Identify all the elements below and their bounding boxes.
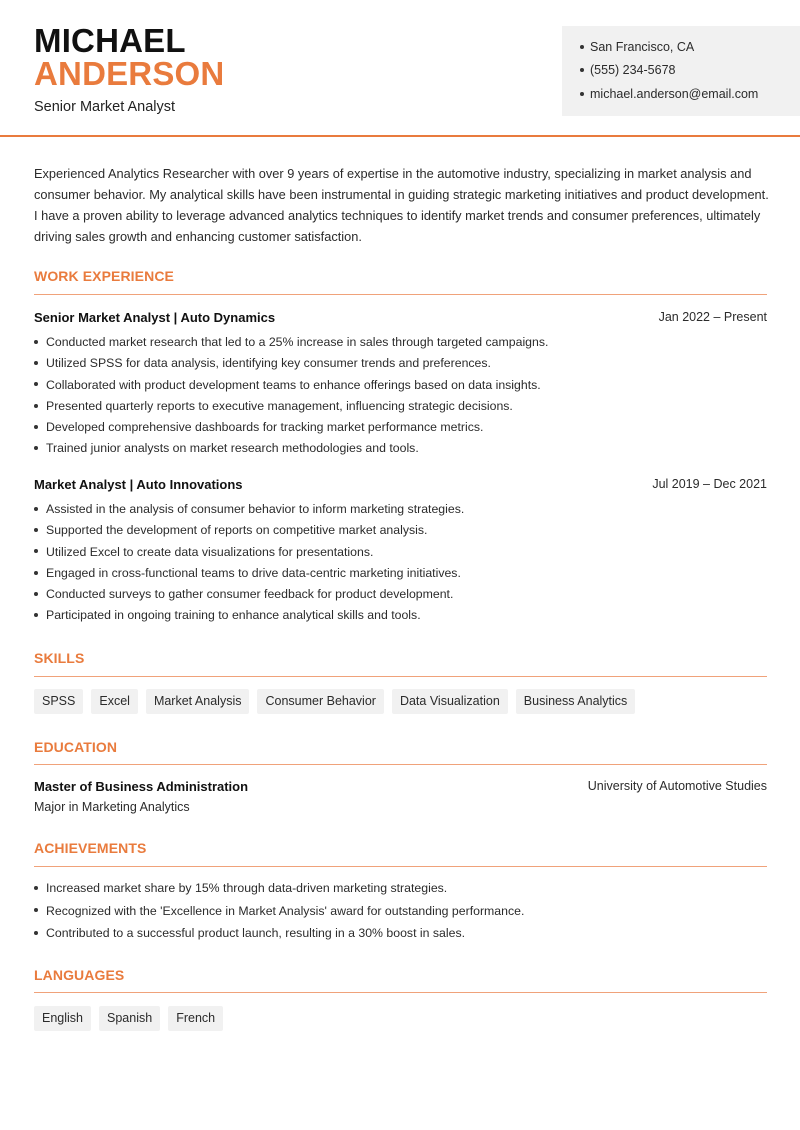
summary-paragraph: Experienced Analytics Researcher with over 9 years of expertise in the automotive industry, specializing in market analysis and consumer behavior. My analytical skills have been instrumental in guiding strategic marketing initiatives and product development. I have a proven ability to leverage advanced analytics techniques to identify market trends and consumer preferences, ultimately driving sales growth and enhancing customer satisfaction.	[34, 166, 769, 244]
section-divider	[34, 992, 767, 993]
list-item: Recognized with the 'Excellence in Market Analysis' award for outstanding performance.	[34, 900, 524, 923]
job-1-date: Jan 2022 – Present	[658, 310, 767, 324]
language-tags	[34, 1006, 223, 1031]
skills-tags	[34, 689, 635, 714]
skill-tag: Consumer Behavior	[257, 689, 383, 714]
bullet-icon	[34, 549, 38, 553]
list-item: Trained junior analysts on market research methodologies and tools.	[34, 438, 548, 459]
education-school: University of Automotive Studies	[587, 779, 767, 793]
bullet-icon	[34, 613, 38, 617]
contact-box	[562, 26, 800, 116]
skill-tag: Data Visualization	[392, 689, 508, 714]
bullet-icon	[34, 931, 38, 935]
education-major: Major in Marketing Analytics	[34, 800, 190, 814]
list-item: Supported the development of reports on competitive market analysis.	[34, 520, 464, 541]
list-item: Participated in ongoing training to enhance analytical skills and tools.	[34, 605, 464, 626]
job-2-title: Market Analyst | Auto Innovations	[34, 477, 243, 492]
language-tag: French	[168, 1006, 223, 1031]
bullet-icon	[580, 45, 584, 49]
bullet-icon	[580, 92, 584, 96]
section-title-skills: SKILLS	[34, 650, 85, 666]
contact-phone: (555) 234-5678	[580, 63, 675, 77]
list-item: Collaborated with product development teams to enhance offerings based on data insights.	[34, 375, 548, 396]
language-tag: English	[34, 1006, 91, 1031]
section-title-education: EDUCATION	[34, 739, 118, 755]
section-divider	[34, 676, 767, 677]
bullet-icon	[34, 425, 38, 429]
section-title-work: WORK EXPERIENCE	[34, 268, 174, 284]
language-tag: Spanish	[99, 1006, 160, 1031]
bullet-icon	[580, 68, 584, 72]
bullet-icon	[34, 886, 38, 890]
contact-email: michael.anderson@email.com	[580, 87, 758, 101]
bullet-icon	[34, 507, 38, 511]
last-name: ANDERSON	[34, 55, 225, 92]
skill-tag: Market Analysis	[146, 689, 250, 714]
resume-header	[0, 0, 800, 137]
skill-tag: Business Analytics	[516, 689, 636, 714]
skill-tag: SPSS	[34, 689, 83, 714]
bullet-icon	[34, 571, 38, 575]
section-divider	[34, 866, 767, 867]
education-degree: Master of Business Administration	[34, 779, 249, 794]
list-item: Presented quarterly reports to executive management, influencing strategic decisions.	[34, 396, 548, 417]
bullet-icon	[34, 340, 38, 344]
job-2-bullets	[34, 499, 464, 627]
bullet-icon	[34, 446, 38, 450]
list-item: Assisted in the analysis of consumer behavior to inform marketing strategies.	[34, 499, 464, 520]
job-title-headline: Senior Market Analyst	[34, 99, 176, 115]
job-1-bullets	[34, 332, 548, 460]
list-item: Conducted surveys to gather consumer feedback for product development.	[34, 584, 464, 605]
job-1-title: Senior Market Analyst | Auto Dynamics	[34, 310, 276, 325]
section-title-languages: LANGUAGES	[34, 967, 125, 983]
list-item: Conducted market research that led to a 25% increase in sales through targeted campaigns.	[34, 332, 548, 353]
bullet-icon	[34, 528, 38, 532]
bullet-icon	[34, 908, 38, 912]
bullet-icon	[34, 382, 38, 386]
list-item: Engaged in cross-functional teams to drive data-centric marketing initiatives.	[34, 563, 464, 584]
list-item: Increased market share by 15% through data-driven marketing strategies.	[34, 877, 524, 900]
list-item: Utilized SPSS for data analysis, identifying key consumer trends and preferences.	[34, 353, 548, 374]
list-item: Utilized Excel to create data visualizations for presentations.	[34, 542, 464, 563]
list-item: Developed comprehensive dashboards for tracking market performance metrics.	[34, 417, 548, 438]
contact-location: San Francisco, CA	[580, 40, 694, 54]
bullet-icon	[34, 404, 38, 408]
section-title-achievements: ACHIEVEMENTS	[34, 840, 147, 856]
job-2-date: Jul 2019 – Dec 2021	[652, 477, 767, 491]
first-name: MICHAEL	[34, 22, 186, 59]
bullet-icon	[34, 361, 38, 365]
achievements-list	[34, 877, 524, 945]
list-item: Contributed to a successful product launch, resulting in a 30% boost in sales.	[34, 922, 524, 945]
section-divider	[34, 764, 767, 765]
bullet-icon	[34, 592, 38, 596]
section-divider	[34, 294, 767, 295]
skill-tag: Excel	[91, 689, 138, 714]
